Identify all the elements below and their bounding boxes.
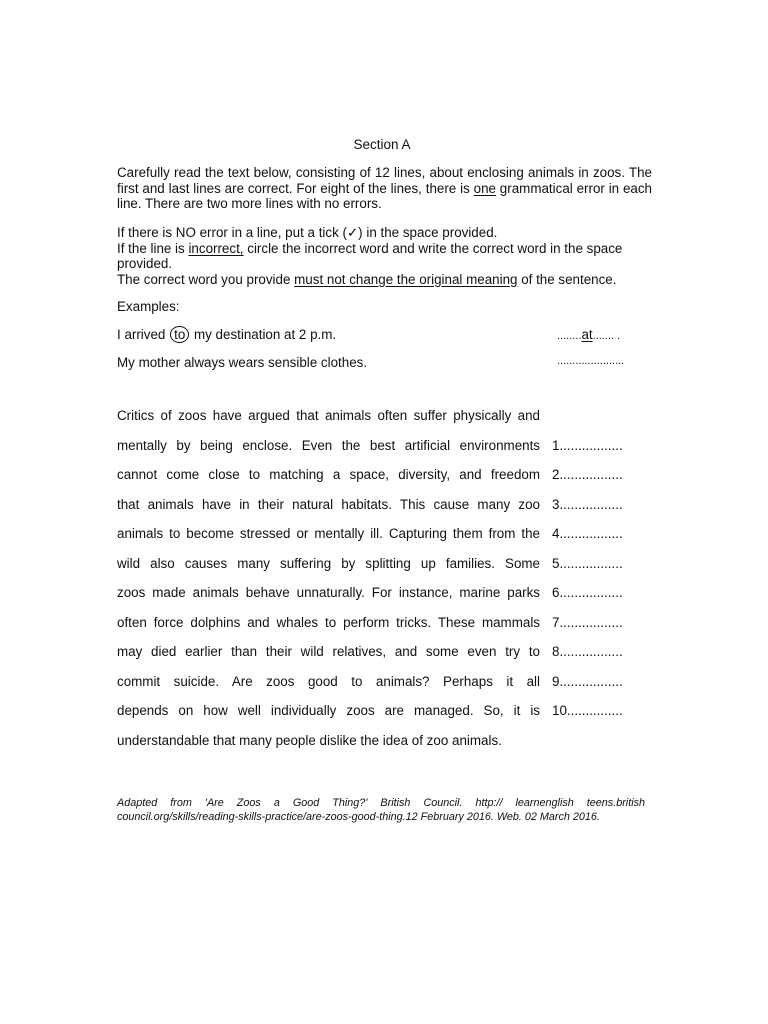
answer-slot: 3................. — [552, 496, 623, 512]
passage-line-text: commit suicide. Are zoos good to animals? Perhaps it all — [117, 673, 540, 689]
answer-slot: 1................. — [552, 437, 623, 453]
passage-line — [117, 733, 647, 753]
example-answer: at — [581, 327, 593, 342]
citation: Adapted from 'Are Zoos a Good Thing?' British Council. http:// learnenglish teens.british council.org/skills/reading-skills-practice/are-zoos-good-thing.12 February 2016. Web. 02 March 2016. — [117, 797, 645, 823]
instruction-circle-rule — [117, 241, 652, 272]
underlined-phrase-meaning: must not change the original meaning — [294, 271, 518, 287]
passage-line — [117, 408, 647, 428]
passage-line — [117, 438, 647, 458]
instructions-text: circle the incorrect word and write the correct word in the space provided. — [117, 240, 623, 271]
answer-blank: ...................... — [557, 355, 625, 367]
section-title: Section A — [353, 137, 411, 152]
passage-line-text: depends on how well individually zoos are managed. So, it is — [117, 703, 540, 718]
answer-slot: 5................. — [552, 555, 623, 571]
answer-slot: 2................. — [552, 467, 623, 482]
instructions-text: grammatical error in each line. There are two more lines with no errors. — [117, 180, 652, 211]
passage-line-text: zoos made animals behave unnaturally. For instance, marine parks — [117, 585, 540, 600]
instructions-paragraph-1 — [117, 165, 652, 212]
answer-slot: 6................. — [552, 585, 623, 600]
passage-line — [117, 497, 647, 517]
passage-line-text: wild also causes many suffering by splitting up families. Some — [117, 555, 540, 571]
instruction-tick-rule: If there is NO error in a line, put a tick (✓) in the space provided. — [117, 225, 498, 240]
examples-label: Examples: — [117, 299, 180, 314]
passage-line — [117, 644, 647, 664]
answer-slot: 4................. — [552, 526, 623, 541]
instructions-text: of the sentence. — [517, 271, 617, 287]
instructions-paragraph-2 — [117, 225, 652, 287]
example-sentence — [117, 327, 336, 343]
blank-dots: ........ — [557, 330, 582, 342]
answer-slot: 7................. — [552, 614, 623, 630]
passage-line — [117, 615, 647, 635]
passage-line-text: may died earlier than their wild relatives, and some even try to — [117, 644, 540, 659]
instructions-text: The correct word you provide — [117, 271, 295, 287]
passage-line — [117, 467, 647, 487]
passage-line-text: understandable that many people dislike the idea of zoo animals. — [117, 732, 502, 748]
answer-slot: 10............... — [552, 703, 623, 718]
answer-slot: 8................. — [552, 644, 623, 659]
passage-line-text: animals to become stressed or mentally ill. Capturing them from the — [117, 526, 540, 541]
instructions-text: Carefully read the text below, consisting of 12 lines, about enclosing animals in zoos. The first and last lines are correct. For eight of the lines, there is — [117, 165, 652, 196]
passage-line-text: cannot come close to matching a space, diversity, and freedom — [117, 467, 540, 482]
passage-line — [117, 585, 647, 605]
answer-slot: 9................. — [552, 673, 623, 689]
example-text: my destination at 2 p.m. — [190, 327, 337, 342]
instruction-meaning-rule — [117, 272, 652, 288]
passage-line-text: Critics of zoos have argued that animals often suffer physically and — [117, 408, 540, 423]
passage-line — [117, 703, 647, 723]
passage-line-text: mentally by being enclose. Even the best artificial environments — [117, 437, 540, 453]
passage-line-text: often force dolphins and whales to perform tricks. These mammals — [117, 614, 540, 630]
circled-word: to — [170, 326, 189, 343]
example-text: I arrived — [117, 327, 170, 342]
example-sentence: My mother always wears sensible clothes. — [117, 355, 368, 370]
passage-line — [117, 556, 647, 576]
passage-line — [117, 526, 647, 546]
instructions-text: If the line is — [117, 240, 189, 256]
passage-line-text: that animals have in their natural habitats. This cause many zoo — [117, 496, 540, 512]
underlined-word-one: one — [473, 180, 496, 196]
passage-line — [117, 674, 647, 694]
underlined-word-incorrect: incorrect, — [188, 240, 244, 256]
answer-blank — [557, 327, 637, 342]
blank-dots: ....... . — [592, 330, 621, 342]
